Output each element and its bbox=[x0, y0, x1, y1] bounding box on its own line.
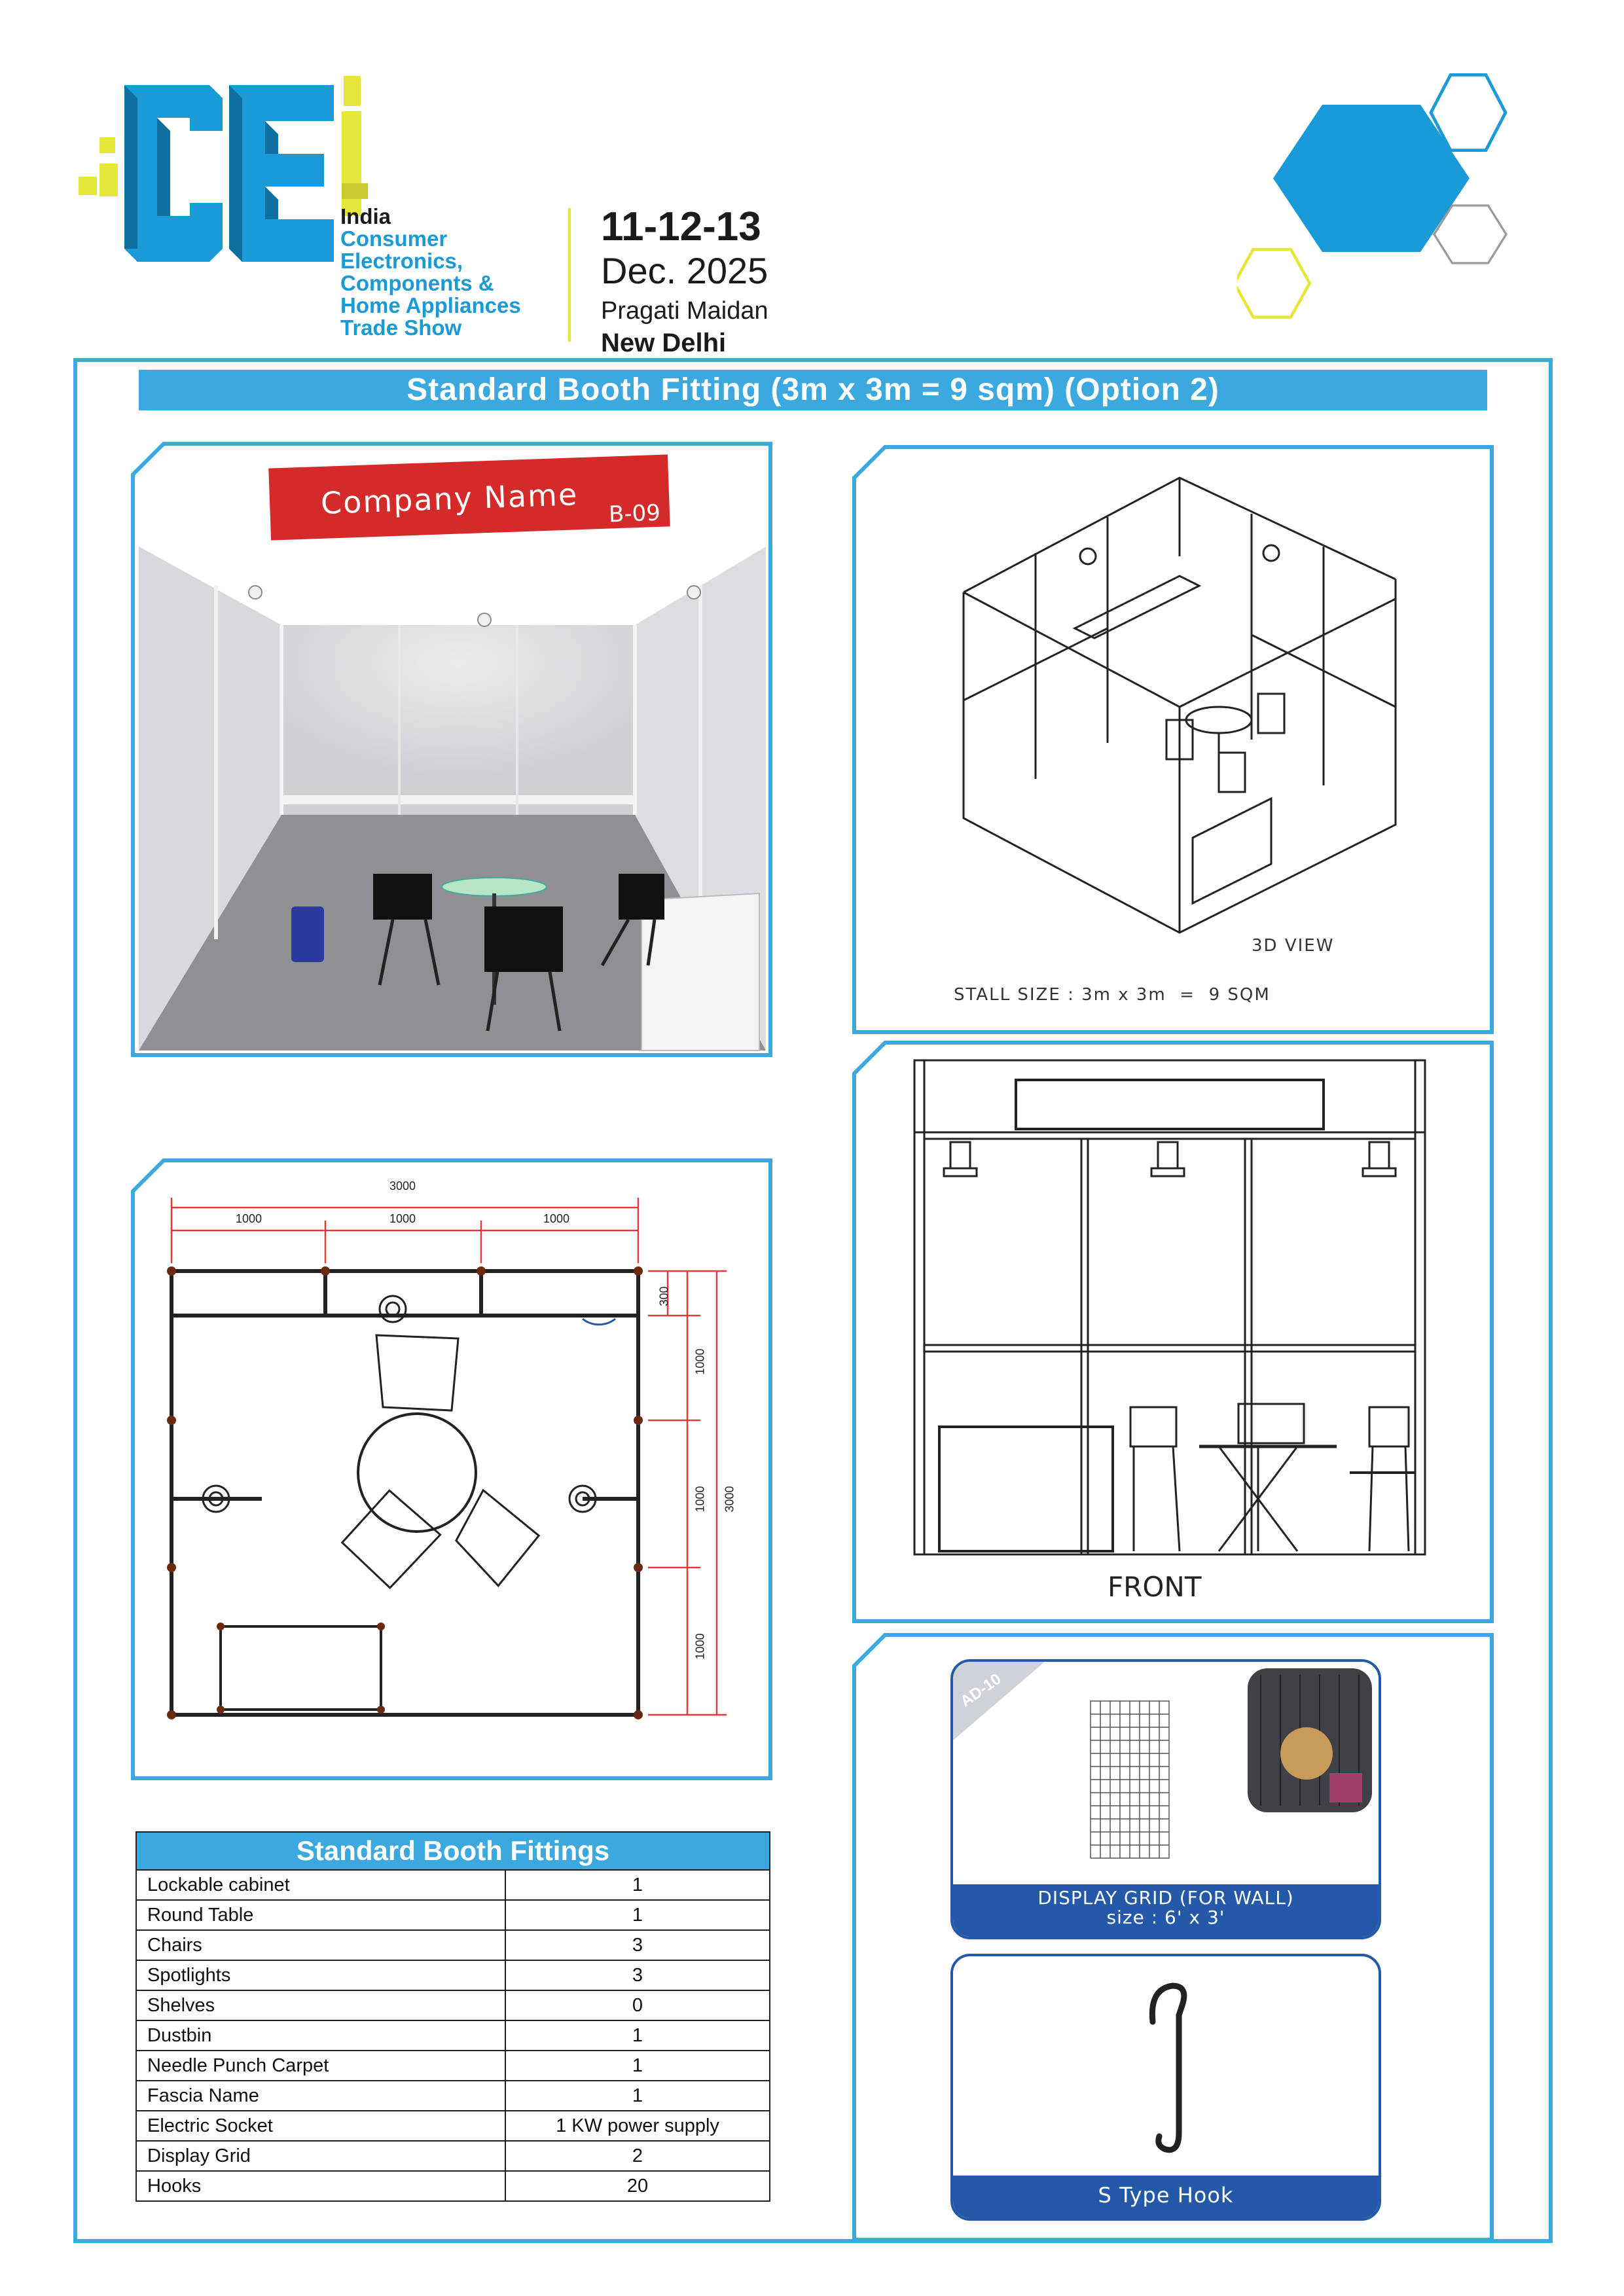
item-cell: Electric Socket bbox=[136, 2111, 505, 2141]
front-view-label: FRONT bbox=[1108, 1571, 1202, 1603]
header bbox=[0, 0, 1624, 357]
accessories-panel bbox=[852, 1633, 1494, 2242]
show-name-line: Components & bbox=[340, 271, 494, 295]
qty-cell: 20 bbox=[505, 2171, 770, 2201]
fittings-table bbox=[135, 1831, 770, 2202]
display-grid-illustration bbox=[953, 1662, 1379, 1884]
booth-front-drawing bbox=[852, 1041, 1494, 1623]
qty-cell: 3 bbox=[505, 1930, 770, 1960]
fascia-booth-number: B-09 bbox=[608, 499, 661, 528]
table-row bbox=[136, 1930, 770, 1960]
show-name bbox=[340, 206, 576, 339]
item-cell: Needle Punch Carpet bbox=[136, 2051, 505, 2081]
stall-size-label: STALL SIZE : 3m x 3m = 9 SQM bbox=[954, 985, 1271, 1005]
show-name-line: Trade Show bbox=[340, 315, 462, 340]
s-hook-card bbox=[950, 1954, 1381, 2221]
table-row bbox=[136, 1990, 770, 2020]
booth-plan-panel bbox=[131, 1158, 772, 1780]
table-row bbox=[136, 2171, 770, 2201]
header-divider bbox=[568, 208, 571, 342]
display-grid-size: size : 6' x 3' bbox=[1106, 1907, 1225, 1928]
booth-photo bbox=[131, 442, 772, 1057]
booth-plan-drawing bbox=[131, 1158, 772, 1780]
item-cell: Shelves bbox=[136, 1990, 505, 2020]
table-row bbox=[136, 1960, 770, 1990]
qty-cell: 1 bbox=[505, 2081, 770, 2111]
booth-3d-view-panel bbox=[852, 445, 1494, 1034]
table-row bbox=[136, 2111, 770, 2141]
3d-view-label: 3D VIEW bbox=[1252, 936, 1335, 956]
event-dates: 11-12-13 bbox=[601, 204, 761, 249]
show-name-line: Consumer bbox=[340, 226, 448, 251]
dim-segment: 1000 bbox=[389, 1212, 416, 1225]
dim-total-width: 3000 bbox=[389, 1179, 416, 1193]
dim-segment: 1000 bbox=[236, 1212, 262, 1225]
item-cell: Dustbin bbox=[136, 2020, 505, 2051]
s-hook-illustration bbox=[953, 1956, 1379, 2179]
fittings-table-heading: Standard Booth Fittings bbox=[136, 1832, 770, 1870]
event-city: New Delhi bbox=[601, 329, 727, 357]
table-row bbox=[136, 2141, 770, 2171]
event-venue: Pragati Maidan bbox=[601, 297, 768, 325]
fascia-company-name: Company Name bbox=[320, 476, 579, 521]
show-name-line: India bbox=[340, 204, 391, 228]
qty-cell: 1 bbox=[505, 2020, 770, 2051]
table-row bbox=[136, 1900, 770, 1930]
qty-cell: 2 bbox=[505, 2141, 770, 2171]
show-name-line: Home Appliances bbox=[340, 293, 521, 317]
dim-right-total: 3000 bbox=[723, 1486, 736, 1513]
booth-front-panel bbox=[852, 1041, 1494, 1623]
s-hook-caption: S Type Hook bbox=[953, 2176, 1379, 2218]
event-info bbox=[601, 204, 876, 357]
fittings-table-wrapper bbox=[135, 1831, 770, 2202]
item-cell: Hooks bbox=[136, 2171, 505, 2201]
table-row bbox=[136, 1870, 770, 1900]
dim-right-segment: 1000 bbox=[693, 1486, 707, 1513]
dim-segment: 1000 bbox=[543, 1212, 570, 1225]
booth-3d-drawing bbox=[852, 445, 1494, 1034]
hexagon-decoration bbox=[1237, 72, 1564, 321]
item-cell: Display Grid bbox=[136, 2141, 505, 2171]
qty-cell: 1 bbox=[505, 1870, 770, 1900]
qty-cell: 1 bbox=[505, 1900, 770, 1930]
grid-product-tag: AD-10 bbox=[957, 1670, 1005, 1711]
item-cell: Spotlights bbox=[136, 1960, 505, 1990]
display-grid-card bbox=[950, 1659, 1381, 1939]
dim-right-segment: 1000 bbox=[693, 1348, 707, 1375]
dim-right-small: 300 bbox=[657, 1286, 671, 1306]
table-row bbox=[136, 2020, 770, 2051]
page-title: Standard Booth Fitting (3m x 3m = 9 sqm) (Option 2) bbox=[139, 370, 1487, 410]
qty-cell: 3 bbox=[505, 1960, 770, 1990]
qty-cell: 1 KW power supply bbox=[505, 2111, 770, 2141]
show-name-line: Electronics, bbox=[340, 249, 463, 273]
item-cell: Lockable cabinet bbox=[136, 1870, 505, 1900]
qty-cell: 1 bbox=[505, 2051, 770, 2081]
item-cell: Chairs bbox=[136, 1930, 505, 1960]
display-grid-title: DISPLAY GRID (FOR WALL) bbox=[1038, 1887, 1294, 1909]
cei-logo bbox=[72, 72, 373, 281]
dim-right-segment: 1000 bbox=[693, 1633, 707, 1660]
event-month: Dec. 2025 bbox=[601, 250, 768, 291]
item-cell: Round Table bbox=[136, 1900, 505, 1930]
item-cell: Fascia Name bbox=[136, 2081, 505, 2111]
display-grid-caption bbox=[953, 1884, 1379, 1937]
table-row bbox=[136, 2051, 770, 2081]
qty-cell: 0 bbox=[505, 1990, 770, 2020]
table-row bbox=[136, 2081, 770, 2111]
booth-photo-panel bbox=[131, 442, 772, 1057]
